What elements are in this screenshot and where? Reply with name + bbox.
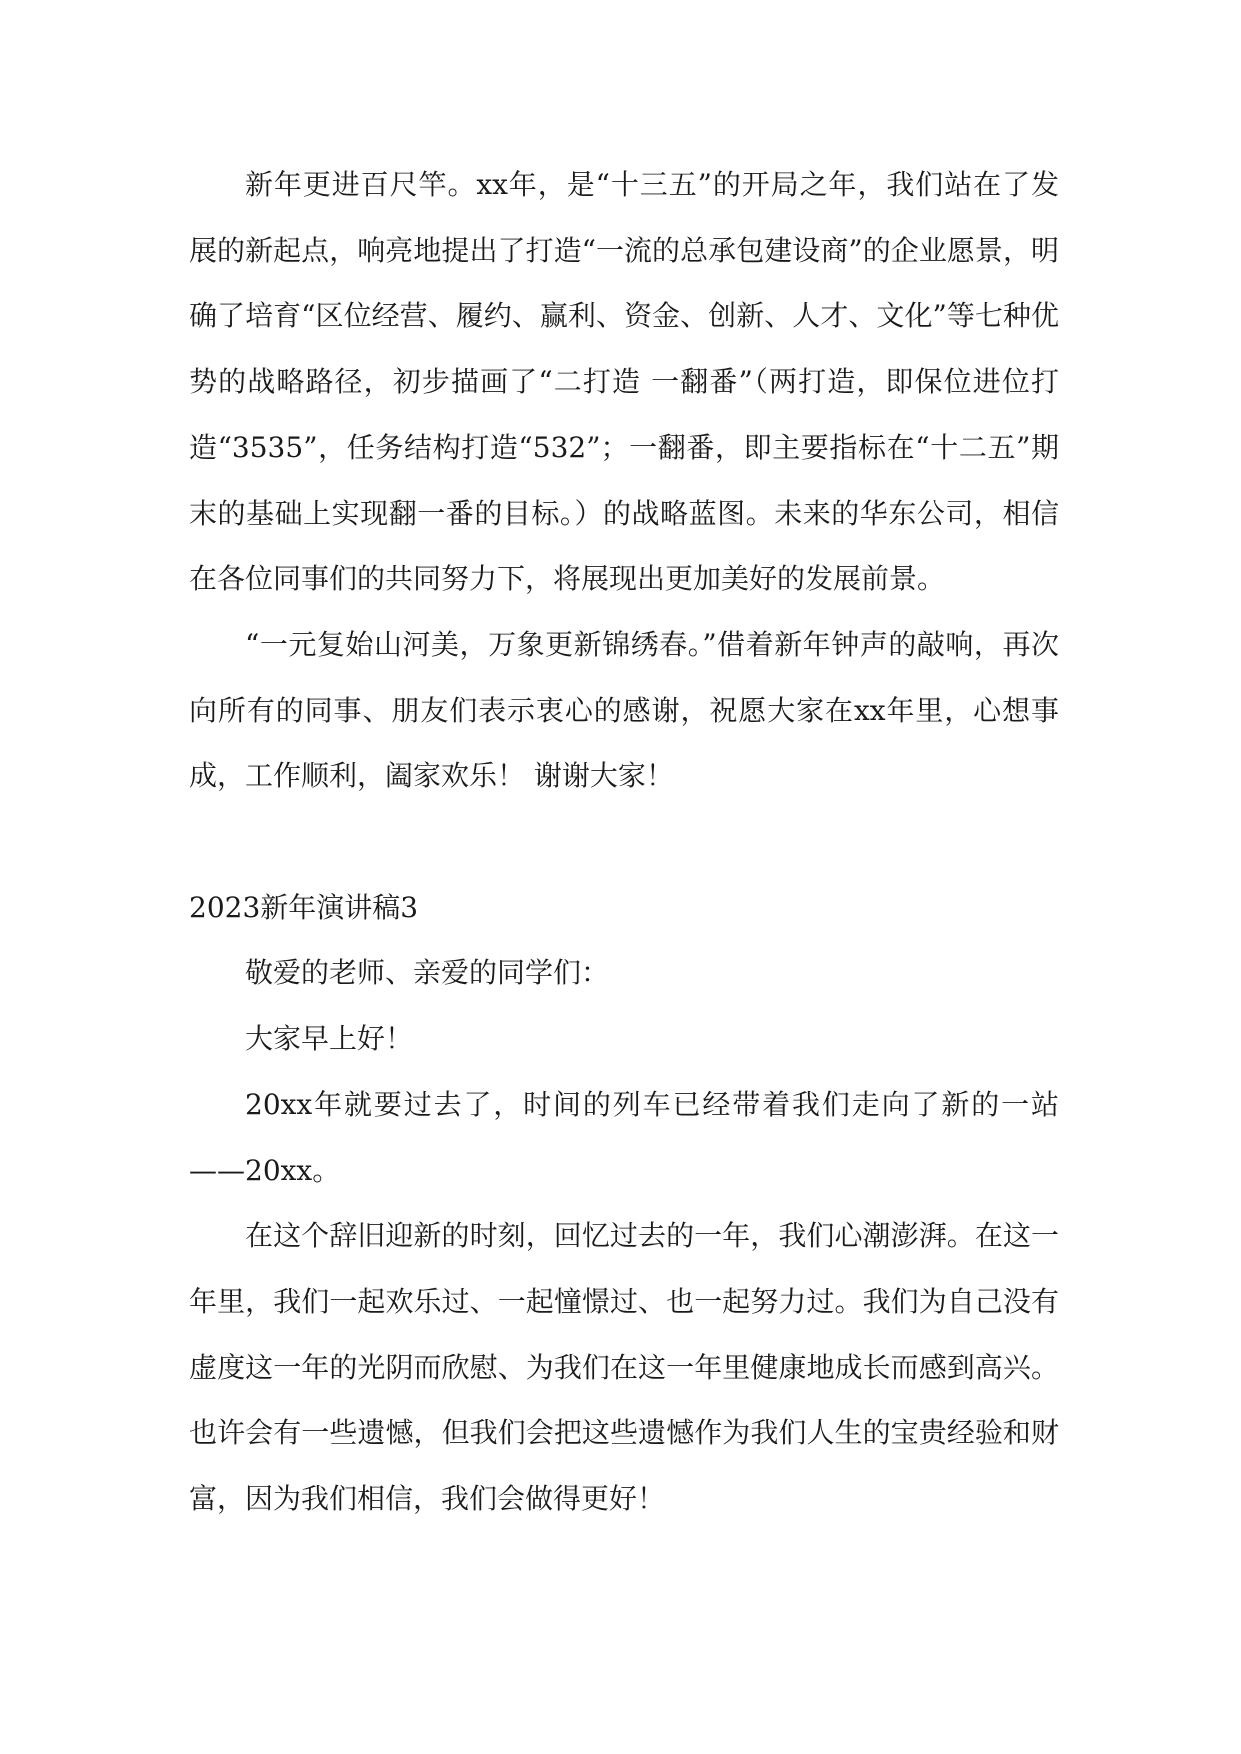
paragraph-reflection: 在这个辞旧迎新的时刻，回忆过去的一年，我们心潮澎湃。在这一年里，我们一起欢乐过、一起憧憬过、也一起努力过。我们为自己没有虚度这一年的光阴而欣慰、为我们在这一年里健康地成长而感到高兴。也许会有一些遗憾，但我们会把这些遗憾作为我们人生的宝贵经验和财富，因为我们相信，我们会做得更好！ <box>189 1219 1059 1516</box>
document-body <box>189 152 1059 1532</box>
paragraph-salutation: 敬爱的老师、亲爱的同学们： <box>245 956 610 990</box>
paragraph-greeting: 大家早上好！ <box>245 1022 414 1056</box>
paragraph-vision: 新年更进百尺竿。xx年，是“十三五”的开局之年，我们站在了发展的新起点，响亮地提出了打造“一流的总承包建设商”的企业愿景，明确了培育“区位经营、履约、赢利、资金、创新、人才、文化”等七种优势的战略路径，初步描画了“二打造 一翻番”（两打造，即保位进位打造“3535”，任务结构打造“532”；一翻番，即主要指标在“十二五”期末的基础上实现翻一番的目标。）的战略蓝图。未来的华东公司，相信在各位同事们的共同努力下，将展现出更加美好的发展前景。 <box>189 168 1059 596</box>
section-title: 2023新年演讲稿3 <box>189 890 419 924</box>
paragraph-year-passing: 20xx年就要过去了，时间的列车已经带着我们走向了新的一站——20xx。 <box>189 1087 1059 1187</box>
paragraph-new-year-wishes: “一元复始山河美，万象更新锦绣春。”借着新年钟声的敲响，再次向所有的同事、朋友们表示衷心的感谢，祝愿大家在xx年里，心想事成，工作顺利，阖家欢乐！ 谢谢大家！ <box>189 627 1059 793</box>
